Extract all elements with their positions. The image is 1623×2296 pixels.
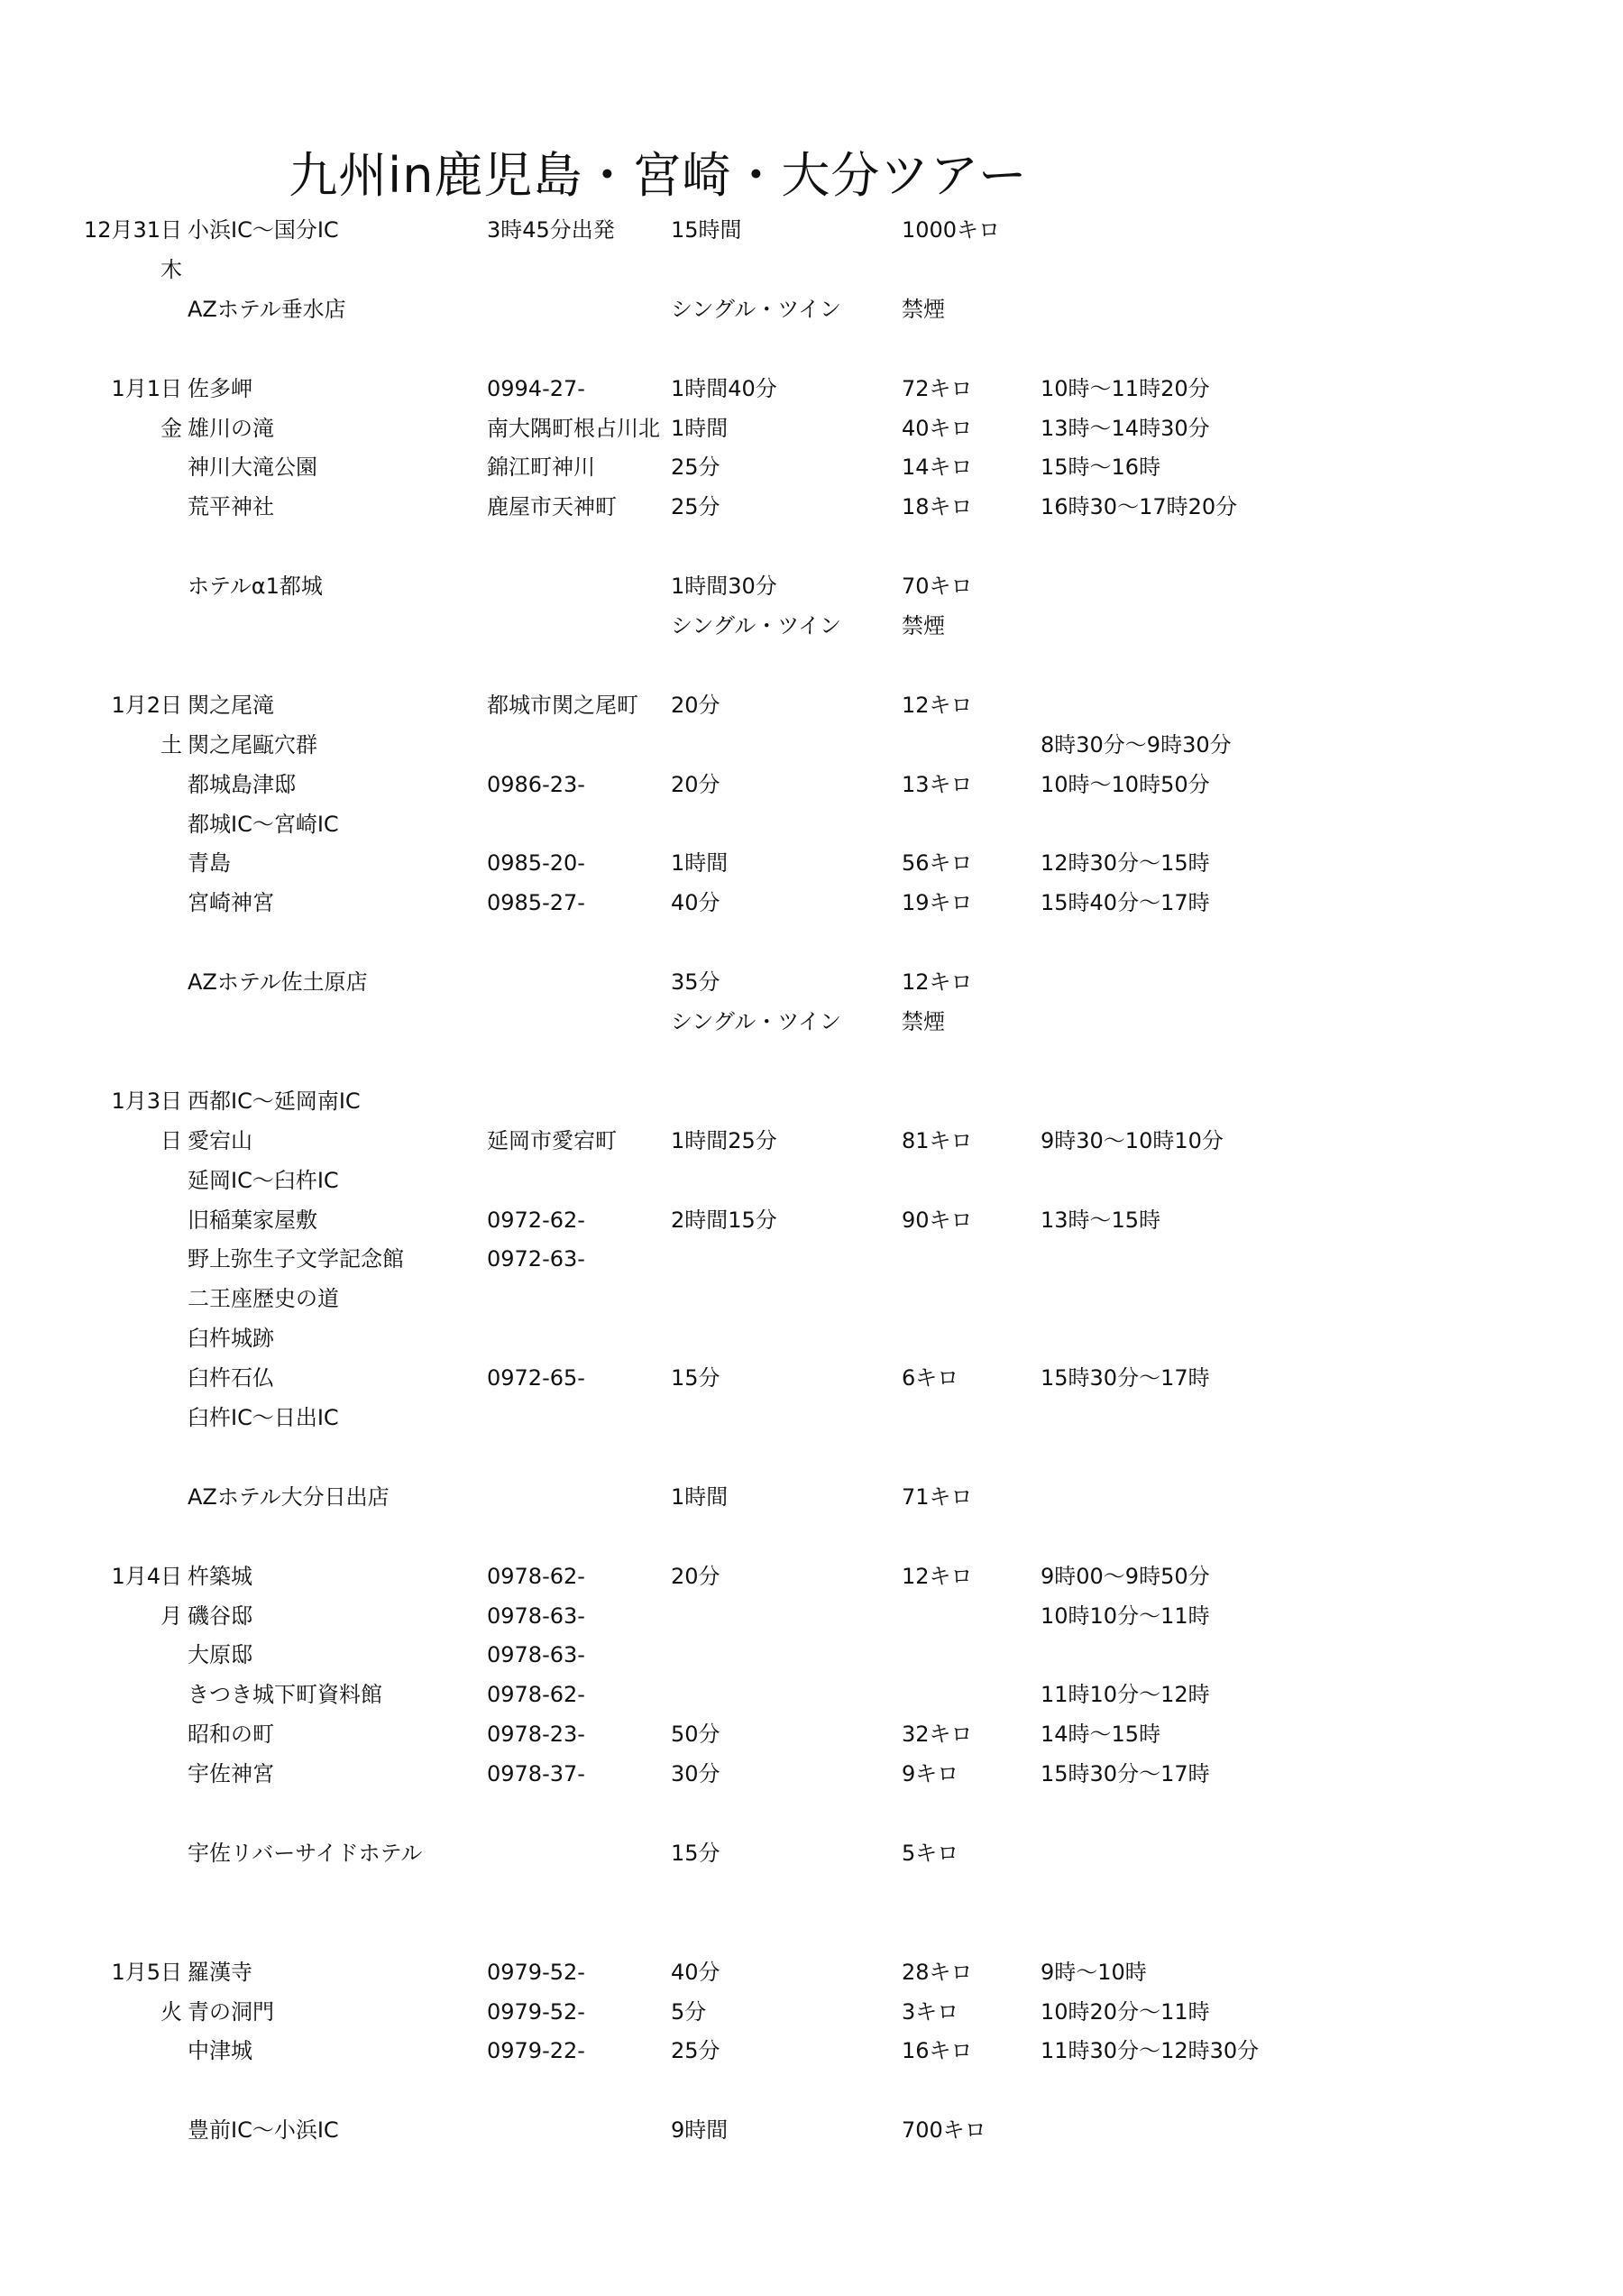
table-row (0, 1754, 1623, 1794)
distance-cell: 12キロ (902, 1563, 973, 1589)
contact-address-cell: 0979-52- (487, 1959, 585, 1985)
contact-address-cell: 0978-62- (487, 1563, 585, 1589)
distance-cell: 6キロ (902, 1365, 959, 1391)
contact-address-cell: 0985-27- (487, 890, 585, 916)
table-row (0, 1161, 1623, 1200)
table-row (0, 329, 1623, 369)
place-cell: 羅漢寺 (188, 1959, 252, 1985)
date-cell: 1月4日 (111, 1563, 182, 1589)
place-cell: 野上弥生子文学記念館 (188, 1246, 404, 1272)
contact-address-cell: 延岡市愛宕町 (487, 1127, 617, 1153)
place-cell: 小浜IC～国分IC (188, 217, 339, 243)
distance-cell: 56キロ (902, 850, 973, 877)
table-row (0, 487, 1623, 527)
travel-time-cell: 40分 (671, 1959, 720, 1985)
travel-time-cell: 30分 (671, 1761, 720, 1787)
table-row (0, 369, 1623, 409)
distance-cell: 3キロ (902, 1998, 959, 2025)
table-row (0, 2071, 1623, 2110)
travel-time-cell: 25分 (671, 494, 720, 520)
table-row (0, 804, 1623, 844)
place-cell: 愛宕山 (188, 1127, 252, 1153)
table-row (0, 289, 1623, 329)
travel-time-cell: 1時間25分 (671, 1127, 777, 1153)
table-row (0, 1596, 1623, 1636)
distance-cell: 12キロ (902, 969, 973, 996)
travel-time-cell: 15分 (671, 1365, 720, 1391)
visit-hours-cell: 11時10分～12時 (1041, 1682, 1210, 1708)
date-cell: 12月31日 (83, 217, 182, 243)
distance-cell: 18キロ (902, 494, 973, 520)
place-cell: 延岡IC～臼杵IC (188, 1167, 339, 1193)
place-cell: 中津城 (188, 2038, 252, 2064)
table-row (0, 210, 1623, 250)
place-cell: 関之尾甌穴群 (188, 731, 317, 758)
table-row (0, 685, 1623, 725)
contact-address-cell: 3時45分出発 (487, 217, 615, 243)
table-row (0, 1239, 1623, 1279)
place-cell: 豊前IC～小浜IC (188, 2117, 339, 2144)
place-cell: 宇佐神宮 (188, 1761, 274, 1787)
page-title: 九州in鹿児島・宮崎・大分ツアー (289, 147, 1028, 204)
distance-cell: 12キロ (902, 692, 973, 718)
visit-hours-cell: 10時～10時50分 (1041, 771, 1210, 797)
visit-hours-cell: 10時20分～11時 (1041, 1998, 1210, 2025)
place-cell: AZホテル垂水店 (188, 296, 346, 322)
visit-hours-cell: 15時30分～17時 (1041, 1365, 1210, 1391)
visit-hours-cell: 15時40分～17時 (1041, 890, 1210, 916)
travel-time-cell: 1時間 (671, 1483, 729, 1510)
contact-address-cell: 鹿屋市天神町 (487, 494, 617, 520)
place-cell: 関之尾滝 (188, 692, 274, 718)
contact-address-cell: 0994-27- (487, 375, 585, 401)
contact-address-cell: 0986-23- (487, 771, 585, 797)
date-cell: 月 (160, 1603, 182, 1629)
visit-hours-cell: 13時～14時30分 (1041, 415, 1210, 441)
table-row (0, 1279, 1623, 1318)
distance-cell: 14キロ (902, 455, 973, 481)
table-row (0, 1437, 1623, 1477)
place-cell: 杵築城 (188, 1563, 252, 1589)
travel-time-cell: 5分 (671, 1998, 707, 2025)
table-row (0, 1794, 1623, 1833)
visit-hours-cell: 10時～11時20分 (1041, 375, 1210, 401)
date-cell: 1月2日 (111, 692, 182, 718)
table-row (0, 1873, 1623, 1913)
place-cell: 荒平神社 (188, 494, 274, 520)
table-row (0, 1992, 1623, 2032)
place-cell: AZホテル大分日出店 (188, 1483, 390, 1510)
visit-hours-cell: 8時30分～9時30分 (1041, 731, 1232, 758)
travel-time-cell: 20分 (671, 692, 720, 718)
date-cell: 木 (160, 256, 182, 282)
place-cell: 青島 (188, 850, 231, 877)
table-row (0, 2110, 1623, 2150)
table-row (0, 1714, 1623, 1754)
distance-cell: 9キロ (902, 1761, 959, 1787)
table-row (0, 1358, 1623, 1398)
distance-cell: 90キロ (902, 1207, 973, 1233)
contact-address-cell: 0972-65- (487, 1365, 585, 1391)
contact-address-cell: 0979-52- (487, 1998, 585, 2025)
table-row (0, 1833, 1623, 1873)
travel-time-cell: 25分 (671, 455, 720, 481)
contact-address-cell: 錦江町神川 (487, 455, 595, 481)
table-row (0, 2031, 1623, 2071)
table-row (0, 1042, 1623, 1081)
date-cell: 土 (160, 731, 182, 758)
table-row (0, 962, 1623, 1002)
table-row (0, 883, 1623, 923)
table-row (0, 1398, 1623, 1437)
distance-cell: 1000キロ (902, 217, 1001, 243)
visit-hours-cell: 10時10分～11時 (1041, 1603, 1210, 1629)
visit-hours-cell: 16時30～17時20分 (1041, 494, 1238, 520)
table-row (0, 843, 1623, 883)
distance-cell: 禁煙 (902, 296, 945, 322)
table-row (0, 923, 1623, 962)
table-row (0, 1081, 1623, 1121)
table-row (0, 1952, 1623, 1992)
place-cell: 臼杵城跡 (188, 1326, 274, 1352)
date-cell: 1月1日 (111, 375, 182, 401)
distance-cell: 禁煙 (902, 1009, 945, 1034)
place-cell: 大原邸 (188, 1642, 252, 1668)
date-cell: 1月5日 (111, 1959, 182, 1985)
visit-hours-cell: 9時30～10時10分 (1041, 1127, 1224, 1153)
place-cell: 佐多岬 (188, 375, 252, 401)
contact-address-cell: 南大隅町根占川北 (487, 415, 660, 441)
distance-cell: 72キロ (902, 375, 973, 401)
travel-time-cell: 1時間30分 (671, 574, 777, 600)
place-cell: きつき城下町資料館 (188, 1682, 382, 1708)
place-cell: 二王座歴史の道 (188, 1286, 339, 1312)
place-cell: 宮崎神宮 (188, 890, 274, 916)
contact-address-cell: 0978-63- (487, 1603, 585, 1629)
place-cell: 神川大滝公園 (188, 455, 317, 481)
date-cell: 日 (160, 1127, 182, 1153)
place-cell: 青の洞門 (188, 1998, 274, 2025)
travel-time-cell: 50分 (671, 1722, 720, 1748)
travel-time-cell: 1時間40分 (671, 375, 777, 401)
date-cell: 1月3日 (111, 1088, 182, 1114)
place-cell: ホテルα1都城 (188, 574, 323, 600)
travel-time-cell: シングル・ツイン (671, 1009, 841, 1034)
travel-time-cell: 20分 (671, 771, 720, 797)
table-row (0, 725, 1623, 765)
place-cell: 宇佐リバーサイドホテル (188, 1840, 423, 1866)
place-cell: 臼杵IC～日出IC (188, 1405, 339, 1430)
distance-cell: 81キロ (902, 1127, 973, 1153)
distance-cell: 700キロ (902, 2117, 986, 2144)
visit-hours-cell: 13時～15時 (1041, 1207, 1161, 1233)
contact-address-cell: 0972-62- (487, 1207, 585, 1233)
distance-cell: 70キロ (902, 574, 973, 600)
place-cell: AZホテル佐土原店 (188, 969, 368, 996)
distance-cell: 40キロ (902, 415, 973, 441)
travel-time-cell: 20分 (671, 1563, 720, 1589)
table-row (0, 765, 1623, 804)
travel-time-cell: シングル・ツイン (671, 296, 841, 322)
travel-time-cell: シングル・ツイン (671, 613, 841, 638)
table-row (0, 1200, 1623, 1240)
table-row (0, 606, 1623, 646)
contact-address-cell: 0985-20- (487, 850, 585, 877)
place-cell: 臼杵石仏 (188, 1365, 274, 1391)
travel-time-cell: 35分 (671, 969, 720, 996)
contact-address-cell: 0978-23- (487, 1722, 585, 1748)
distance-cell: 19キロ (902, 890, 973, 916)
place-cell: 磯谷邸 (188, 1603, 252, 1629)
travel-time-cell: 25分 (671, 2038, 720, 2064)
date-cell: 金 (160, 415, 182, 441)
travel-time-cell: 1時間 (671, 850, 729, 877)
table-row (0, 566, 1623, 606)
travel-time-cell: 2時間15分 (671, 1207, 777, 1233)
table-row (0, 1318, 1623, 1358)
travel-time-cell: 15分 (671, 1840, 720, 1866)
table-row (0, 447, 1623, 487)
distance-cell: 32キロ (902, 1722, 973, 1748)
table-row (0, 527, 1623, 566)
table-row (0, 1675, 1623, 1714)
contact-address-cell: 0979-22- (487, 2038, 585, 2064)
table-row (0, 1002, 1623, 1042)
distance-cell: 禁煙 (902, 613, 945, 638)
distance-cell: 5キロ (902, 1840, 959, 1866)
table-row (0, 646, 1623, 685)
place-cell: 都城島津邸 (188, 771, 296, 797)
table-row (0, 1913, 1623, 1952)
distance-cell: 71キロ (902, 1483, 973, 1510)
distance-cell: 16キロ (902, 2038, 973, 2064)
visit-hours-cell: 15時～16時 (1041, 455, 1161, 481)
visit-hours-cell: 14時～15時 (1041, 1722, 1161, 1748)
contact-address-cell: 0978-37- (487, 1761, 585, 1787)
visit-hours-cell: 9時00～9時50分 (1041, 1563, 1210, 1589)
travel-time-cell: 15時間 (671, 217, 742, 243)
table-row (0, 1477, 1623, 1517)
contact-address-cell: 0972-63- (487, 1246, 585, 1272)
contact-address-cell: 0978-63- (487, 1642, 585, 1668)
table-row (0, 1635, 1623, 1675)
visit-hours-cell: 11時30分～12時30分 (1041, 2038, 1260, 2064)
place-cell: 都城IC～宮崎IC (188, 811, 339, 837)
table-row (0, 250, 1623, 289)
place-cell: 雄川の滝 (188, 415, 274, 441)
place-cell: 西都IC～延岡南IC (188, 1088, 361, 1114)
place-cell: 旧稲葉家屋敷 (188, 1207, 317, 1233)
distance-cell: 13キロ (902, 771, 973, 797)
contact-address-cell: 0978-62- (487, 1682, 585, 1708)
contact-address-cell: 都城市関之尾町 (487, 692, 638, 718)
table-row (0, 1121, 1623, 1161)
visit-hours-cell: 9時～10時 (1041, 1959, 1147, 1985)
travel-time-cell: 40分 (671, 890, 720, 916)
table-row (0, 409, 1623, 448)
table-row (0, 1517, 1623, 1557)
place-cell: 昭和の町 (188, 1722, 274, 1748)
travel-time-cell: 9時間 (671, 2117, 729, 2144)
visit-hours-cell: 15時30分～17時 (1041, 1761, 1210, 1787)
date-cell: 火 (160, 1998, 182, 2025)
visit-hours-cell: 12時30分～15時 (1041, 850, 1210, 877)
table-row (0, 1557, 1623, 1596)
travel-time-cell: 1時間 (671, 415, 729, 441)
distance-cell: 28キロ (902, 1959, 973, 1985)
